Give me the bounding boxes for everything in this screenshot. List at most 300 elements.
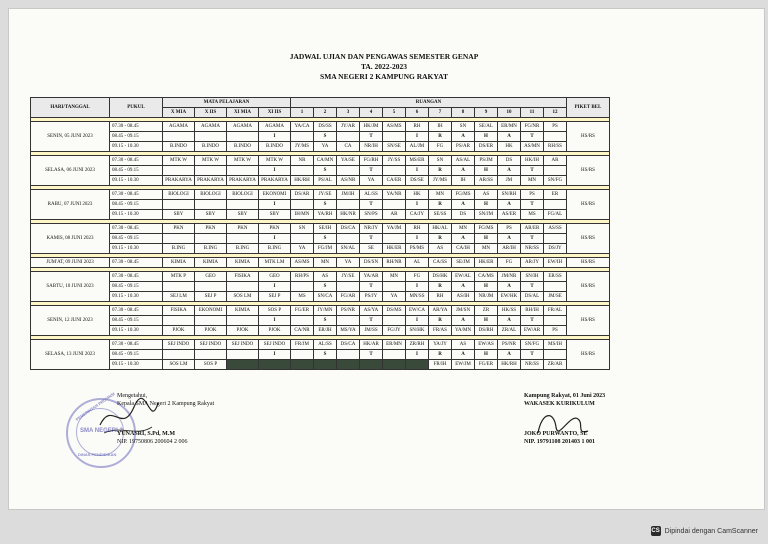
table-row bbox=[31, 360, 610, 370]
room-cell: CA/NR bbox=[291, 326, 314, 336]
room-cell: PS/NR bbox=[498, 340, 521, 350]
break-cell bbox=[163, 132, 195, 142]
room-cell: DS/RH bbox=[475, 326, 498, 336]
break-cell: H bbox=[475, 350, 498, 360]
break-cell: S bbox=[314, 132, 337, 142]
break-cell bbox=[163, 316, 195, 326]
room-cell: AR/SS bbox=[475, 176, 498, 186]
time-cell: 09.15 - 10.30 bbox=[110, 360, 163, 370]
subject-cell: EKONOMI bbox=[195, 306, 227, 316]
subject-cell: MTK W bbox=[163, 156, 195, 166]
break-cell bbox=[227, 316, 259, 326]
room-cell: DS/CA bbox=[337, 224, 360, 234]
room-cell: IH bbox=[429, 122, 452, 132]
break-cell bbox=[337, 350, 360, 360]
break-cell: I bbox=[259, 166, 291, 176]
header-room-4: 5 bbox=[383, 108, 406, 118]
break-cell bbox=[383, 316, 406, 326]
table-row bbox=[31, 132, 610, 142]
break-cell: T bbox=[521, 234, 544, 244]
room-cell: FG/AR bbox=[337, 292, 360, 302]
room-cell: RH/IH bbox=[521, 306, 544, 316]
table-row bbox=[31, 244, 610, 254]
room-cell: MN bbox=[314, 258, 337, 268]
subject-cell: B.INDO bbox=[259, 142, 291, 152]
table-row bbox=[31, 258, 610, 268]
room-cell: JY/SE bbox=[314, 190, 337, 200]
break-cell bbox=[163, 166, 195, 176]
break-cell: A bbox=[452, 166, 475, 176]
room-cell: YA/CA bbox=[291, 122, 314, 132]
header-room-0: 1 bbox=[291, 108, 314, 118]
subject-cell: SOS P bbox=[259, 306, 291, 316]
room-cell: DS/JY bbox=[544, 244, 567, 254]
subject-cell: SEJ INDO bbox=[227, 340, 259, 350]
sign-right-block bbox=[524, 392, 605, 446]
break-cell bbox=[195, 316, 227, 326]
room-cell: PS bbox=[544, 122, 567, 132]
break-cell: R bbox=[429, 234, 452, 244]
room-cell: EW/CA bbox=[406, 306, 429, 316]
table-row bbox=[31, 272, 610, 282]
break-cell bbox=[544, 132, 567, 142]
stamp-center-text: SMA NEGERI 2 bbox=[80, 428, 123, 434]
time-cell: 09.15 - 10.30 bbox=[110, 176, 163, 186]
subject-cell: SEJ P bbox=[195, 292, 227, 302]
room-cell: YA/SE bbox=[337, 156, 360, 166]
break-cell: H bbox=[475, 132, 498, 142]
room-cell: ER/JH bbox=[314, 326, 337, 336]
break-cell: R bbox=[429, 316, 452, 326]
subject-cell: SBY bbox=[195, 210, 227, 220]
sign-right-nip: NIP. 19791108 201403 1 001 bbox=[524, 439, 595, 445]
break-cell: T bbox=[521, 350, 544, 360]
break-cell bbox=[337, 166, 360, 176]
room-cell: CA/MN bbox=[314, 156, 337, 166]
header-room-6: 7 bbox=[429, 108, 452, 118]
room-cell: JY/SS bbox=[383, 156, 406, 166]
time-cell: 07.30 - 08.45 bbox=[110, 272, 163, 282]
room-cell: HK/AR bbox=[360, 340, 383, 350]
subject-cell: B.INDO bbox=[227, 142, 259, 152]
break-cell bbox=[337, 132, 360, 142]
break-cell: T bbox=[360, 350, 383, 360]
subject-cell: FISIKA bbox=[163, 306, 195, 316]
subject-cell: AGAMA bbox=[227, 122, 259, 132]
room-cell: PS bbox=[498, 224, 521, 234]
table-row bbox=[31, 340, 610, 350]
break-cell: T bbox=[521, 200, 544, 210]
subject-cell: KIMIA bbox=[227, 258, 259, 268]
break-cell bbox=[383, 200, 406, 210]
room-cell: ER/MN bbox=[383, 340, 406, 350]
room-cell: AS bbox=[314, 272, 337, 282]
sign-left-nip: NIP. 19750806 200604 2 006 bbox=[117, 439, 188, 445]
break-cell bbox=[195, 132, 227, 142]
room-cell: RH/NR bbox=[383, 258, 406, 268]
room-cell: JY/AR bbox=[337, 122, 360, 132]
room-cell bbox=[291, 360, 314, 370]
piket-cell: HS/RS bbox=[567, 122, 610, 152]
room-cell: DS/HK bbox=[429, 272, 452, 282]
room-cell: AR bbox=[383, 210, 406, 220]
break-cell bbox=[544, 282, 567, 292]
subject-cell: BIOLOGI bbox=[195, 190, 227, 200]
time-cell: 09.15 - 10.30 bbox=[110, 244, 163, 254]
room-cell: YA/JY bbox=[429, 340, 452, 350]
subject-cell: MTK W bbox=[195, 156, 227, 166]
break-cell: A bbox=[452, 316, 475, 326]
time-cell: 07.30 - 08.45 bbox=[110, 156, 163, 166]
room-cell: JY/MS bbox=[291, 142, 314, 152]
time-cell: 08.45 - 09.15 bbox=[110, 200, 163, 210]
header-room-1: 2 bbox=[314, 108, 337, 118]
subject-cell: PJOK bbox=[227, 326, 259, 336]
time-cell: 08.45 - 09.15 bbox=[110, 316, 163, 326]
subject-cell: SBY bbox=[259, 210, 291, 220]
room-cell: DS/AL bbox=[521, 292, 544, 302]
break-cell bbox=[227, 350, 259, 360]
break-cell bbox=[337, 316, 360, 326]
time-cell: 07.30 - 08.45 bbox=[110, 190, 163, 200]
break-cell: A bbox=[452, 200, 475, 210]
break-cell: T bbox=[360, 234, 383, 244]
break-cell bbox=[291, 350, 314, 360]
schedule-table bbox=[30, 97, 610, 370]
break-cell: R bbox=[429, 282, 452, 292]
time-cell: 08.45 - 09.15 bbox=[110, 132, 163, 142]
table-row bbox=[31, 176, 610, 186]
subject-cell: MTK P bbox=[163, 272, 195, 282]
room-cell: SN/FG bbox=[544, 176, 567, 186]
subject-cell: B.INDO bbox=[195, 142, 227, 152]
break-cell: A bbox=[498, 132, 521, 142]
room-cell: MS/ER bbox=[406, 156, 429, 166]
table-row bbox=[31, 224, 610, 234]
room-cell bbox=[337, 360, 360, 370]
room-cell bbox=[314, 360, 337, 370]
room-cell: HK bbox=[498, 142, 521, 152]
room-cell: HK/AL bbox=[429, 224, 452, 234]
break-cell: H bbox=[475, 200, 498, 210]
subject-cell: B.ING bbox=[195, 244, 227, 254]
sign-right-l2: WAKASEK KURIKULUM bbox=[524, 401, 595, 407]
subject-cell: SEJ P bbox=[259, 292, 291, 302]
sign-right-name: JOKO PURWANTO, SE bbox=[524, 431, 588, 437]
room-cell: FG bbox=[406, 272, 429, 282]
room-cell: JM/SE bbox=[544, 292, 567, 302]
break-cell: A bbox=[452, 132, 475, 142]
room-cell: CA bbox=[337, 142, 360, 152]
room-cell: SN/JM bbox=[475, 210, 498, 220]
break-cell bbox=[544, 316, 567, 326]
sign-left-name: YUNASRI, S.Pd, M.M bbox=[117, 431, 176, 437]
table-row bbox=[31, 166, 610, 176]
day-label: RABU, 07 JUNI 2023 bbox=[31, 190, 110, 220]
break-cell bbox=[544, 200, 567, 210]
room-cell: SE/JM bbox=[452, 258, 475, 268]
room-cell: YA bbox=[360, 176, 383, 186]
day-label: SELASA, 13 JUNI 2023 bbox=[31, 340, 110, 370]
room-cell: FR/IH bbox=[429, 360, 452, 370]
room-cell: DS/ER bbox=[475, 142, 498, 152]
room-cell: MS/YA bbox=[337, 326, 360, 336]
subject-cell: PKN bbox=[227, 224, 259, 234]
break-cell bbox=[383, 132, 406, 142]
room-cell: SE/AL bbox=[475, 122, 498, 132]
room-cell: YA/NR bbox=[383, 190, 406, 200]
header-hari: HARI/TANGGAL bbox=[31, 98, 110, 118]
room-cell: SN/FG bbox=[521, 340, 544, 350]
break-cell: A bbox=[498, 350, 521, 360]
subject-cell: B.ING bbox=[259, 244, 291, 254]
piket-cell: HS/RS bbox=[567, 224, 610, 254]
room-cell: RH/PS bbox=[291, 272, 314, 282]
subject-cell: PKN bbox=[259, 224, 291, 234]
break-cell bbox=[383, 282, 406, 292]
header-room-11: 12 bbox=[544, 108, 567, 118]
room-cell: AL/JM bbox=[406, 142, 429, 152]
room-cell: PS/AL bbox=[314, 176, 337, 186]
piket-cell: HS/RS bbox=[567, 340, 610, 370]
break-cell bbox=[337, 282, 360, 292]
break-cell: A bbox=[498, 316, 521, 326]
room-cell: FG bbox=[429, 142, 452, 152]
room-cell: AS bbox=[475, 190, 498, 200]
room-cell: AS bbox=[452, 340, 475, 350]
table-row bbox=[31, 282, 610, 292]
day-label: SABTU, 10 JUNI 2023 bbox=[31, 272, 110, 302]
subject-cell: PRAKARYA bbox=[227, 176, 259, 186]
subject-cell: GEO bbox=[195, 272, 227, 282]
room-cell: NR/SS bbox=[521, 244, 544, 254]
break-cell bbox=[544, 234, 567, 244]
break-cell: H bbox=[475, 166, 498, 176]
subject-cell: PJOK bbox=[259, 326, 291, 336]
room-cell: FG/MS bbox=[475, 224, 498, 234]
sign-left-l2: Kepala SMA Negeri 2 Kampung Rakyat bbox=[117, 401, 215, 407]
room-cell: ZR/AL bbox=[498, 326, 521, 336]
break-cell bbox=[227, 234, 259, 244]
room-cell: AS/MS bbox=[291, 258, 314, 268]
room-cell: ZR/AR bbox=[544, 360, 567, 370]
subject-cell: BIOLOGI bbox=[163, 190, 195, 200]
header-room-7: 8 bbox=[452, 108, 475, 118]
room-cell: NR/SS bbox=[521, 360, 544, 370]
room-cell: DS/SS bbox=[314, 122, 337, 132]
room-cell: FR/AS bbox=[429, 326, 452, 336]
room-cell: FG/ER bbox=[291, 306, 314, 316]
sign-right-l1: Kampung Rakyat, 01 Juni 2023 bbox=[524, 393, 606, 399]
room-cell: CA/JY bbox=[406, 210, 429, 220]
day-label: SENIN, 12 JUNI 2023 bbox=[31, 306, 110, 336]
break-cell: I bbox=[259, 350, 291, 360]
room-cell: EW/AR bbox=[521, 326, 544, 336]
break-cell: T bbox=[360, 132, 383, 142]
room-cell bbox=[406, 360, 429, 370]
room-cell: MN bbox=[452, 224, 475, 234]
subject-cell: EKONOMI bbox=[259, 190, 291, 200]
room-cell: YA/MN bbox=[452, 326, 475, 336]
header-room-2: 3 bbox=[337, 108, 360, 118]
subject-cell: KIMIA bbox=[227, 306, 259, 316]
room-cell: AS/MS bbox=[383, 122, 406, 132]
break-cell: T bbox=[521, 166, 544, 176]
subject-cell: SOS P bbox=[195, 360, 227, 370]
room-cell: AS/SS bbox=[544, 224, 567, 234]
room-cell: DS bbox=[498, 156, 521, 166]
room-cell: JY/SE bbox=[337, 272, 360, 282]
stamp-bottom-text: DINAS PENDIDIKAN bbox=[78, 452, 117, 457]
break-cell: S bbox=[314, 282, 337, 292]
subject-cell: B.INDO bbox=[163, 142, 195, 152]
room-cell: AR/YA bbox=[429, 306, 452, 316]
subject-cell: SBY bbox=[227, 210, 259, 220]
header-class-2: XI MIA bbox=[227, 108, 259, 118]
break-cell: A bbox=[498, 234, 521, 244]
header-pukul: PUKUL bbox=[110, 98, 163, 118]
subject-cell: SEJ INDO bbox=[195, 340, 227, 350]
room-cell: AS/IH bbox=[452, 292, 475, 302]
room-cell: EW/HK bbox=[498, 292, 521, 302]
room-cell: EW/AL bbox=[452, 272, 475, 282]
subject-cell: SEJ INDO bbox=[259, 340, 291, 350]
room-cell: PS/AR bbox=[452, 142, 475, 152]
table-row bbox=[31, 190, 610, 200]
break-cell bbox=[195, 166, 227, 176]
room-cell: ZR bbox=[475, 306, 498, 316]
room-cell: SN/PS bbox=[360, 210, 383, 220]
day-label: JUM'AT, 09 JUNI 2023 bbox=[31, 258, 110, 268]
room-cell: SN bbox=[291, 224, 314, 234]
break-cell bbox=[544, 350, 567, 360]
table-row bbox=[31, 200, 610, 210]
break-cell: I bbox=[406, 282, 429, 292]
room-cell: NR/JY bbox=[360, 224, 383, 234]
stamp-outer-text: PEMERINTAH PROVINSI bbox=[74, 391, 116, 422]
room-cell: FG bbox=[498, 258, 521, 268]
subject-cell: PRAKARYA bbox=[195, 176, 227, 186]
header-room-10: 11 bbox=[521, 108, 544, 118]
room-cell: CA/ER bbox=[383, 176, 406, 186]
time-cell: 09.15 - 10.30 bbox=[110, 142, 163, 152]
sign-left-block bbox=[117, 392, 214, 446]
room-cell: IH/MN bbox=[291, 210, 314, 220]
room-cell: YA/JM bbox=[383, 224, 406, 234]
time-cell: 07.30 - 08.45 bbox=[110, 340, 163, 350]
break-cell bbox=[291, 316, 314, 326]
subject-cell: KIMIA bbox=[163, 258, 195, 268]
break-cell: T bbox=[360, 282, 383, 292]
break-cell: R bbox=[429, 132, 452, 142]
time-cell: 09.15 - 10.30 bbox=[110, 326, 163, 336]
room-cell: FG/ER bbox=[475, 360, 498, 370]
room-cell: HK/IH bbox=[521, 156, 544, 166]
break-cell bbox=[195, 234, 227, 244]
break-cell: A bbox=[452, 234, 475, 244]
room-cell bbox=[383, 360, 406, 370]
break-cell: S bbox=[314, 316, 337, 326]
doc-year: TA. 2022-2023 bbox=[360, 62, 408, 71]
room-cell: FR/AL bbox=[544, 306, 567, 316]
room-cell: AS/MN bbox=[521, 142, 544, 152]
room-cell: IH bbox=[452, 176, 475, 186]
room-cell: ER/SS bbox=[544, 272, 567, 282]
table-row bbox=[31, 316, 610, 326]
piket-cell: HS/RS bbox=[567, 272, 610, 302]
room-cell: FG/JY bbox=[383, 326, 406, 336]
room-cell: PS/JM bbox=[475, 156, 498, 166]
subject-cell bbox=[227, 360, 259, 370]
break-cell: I bbox=[259, 282, 291, 292]
room-cell: FG/MS bbox=[452, 190, 475, 200]
break-cell bbox=[227, 282, 259, 292]
room-cell: NR bbox=[291, 156, 314, 166]
room-cell: AR bbox=[544, 156, 567, 166]
room-cell: PS/JY bbox=[360, 292, 383, 302]
table-row bbox=[31, 292, 610, 302]
subject-cell: MTK W bbox=[259, 156, 291, 166]
table-row bbox=[31, 350, 610, 360]
room-cell: JM/SN bbox=[452, 306, 475, 316]
room-cell: PS/NR bbox=[337, 306, 360, 316]
room-cell: AL bbox=[406, 258, 429, 268]
break-cell: T bbox=[521, 316, 544, 326]
break-cell: H bbox=[475, 316, 498, 326]
break-cell bbox=[163, 282, 195, 292]
room-cell: AR/ER bbox=[521, 224, 544, 234]
room-cell: RH bbox=[406, 224, 429, 234]
room-cell: SN bbox=[429, 156, 452, 166]
break-cell bbox=[195, 200, 227, 210]
subject-cell: B.ING bbox=[163, 244, 195, 254]
subject-cell: SOS LM bbox=[227, 292, 259, 302]
room-cell: HK/SS bbox=[498, 306, 521, 316]
break-cell bbox=[195, 350, 227, 360]
room-cell: DS/MS bbox=[383, 306, 406, 316]
table-row bbox=[31, 142, 610, 152]
room-cell: SE bbox=[360, 244, 383, 254]
room-cell: ER bbox=[544, 190, 567, 200]
break-cell: A bbox=[498, 166, 521, 176]
room-cell: SN/RH bbox=[498, 190, 521, 200]
subject-cell bbox=[259, 360, 291, 370]
camscanner-text: Dipindai dengan CamScanner bbox=[664, 527, 758, 535]
break-cell: H bbox=[475, 234, 498, 244]
break-cell bbox=[163, 200, 195, 210]
piket-cell: HS/RS bbox=[567, 190, 610, 220]
break-cell: R bbox=[429, 350, 452, 360]
room-cell: AS/YA bbox=[360, 306, 383, 316]
break-cell: T bbox=[360, 166, 383, 176]
room-cell: MN bbox=[429, 190, 452, 200]
break-cell: A bbox=[452, 282, 475, 292]
break-cell: I bbox=[406, 234, 429, 244]
table-row bbox=[31, 306, 610, 316]
break-cell: R bbox=[429, 200, 452, 210]
room-cell: YA/RH bbox=[314, 210, 337, 220]
break-cell bbox=[291, 166, 314, 176]
time-cell: 08.45 - 09.15 bbox=[110, 350, 163, 360]
subject-cell: PJOK bbox=[195, 326, 227, 336]
break-cell: T bbox=[521, 282, 544, 292]
sign-left-l1: Mengetahui, bbox=[117, 393, 148, 399]
header-ruangan: RUANGAN bbox=[291, 98, 567, 108]
break-cell: A bbox=[498, 282, 521, 292]
piket-cell: HS/RS bbox=[567, 306, 610, 336]
room-cell: HK/RH bbox=[498, 360, 521, 370]
room-cell: HK/RH bbox=[291, 176, 314, 186]
